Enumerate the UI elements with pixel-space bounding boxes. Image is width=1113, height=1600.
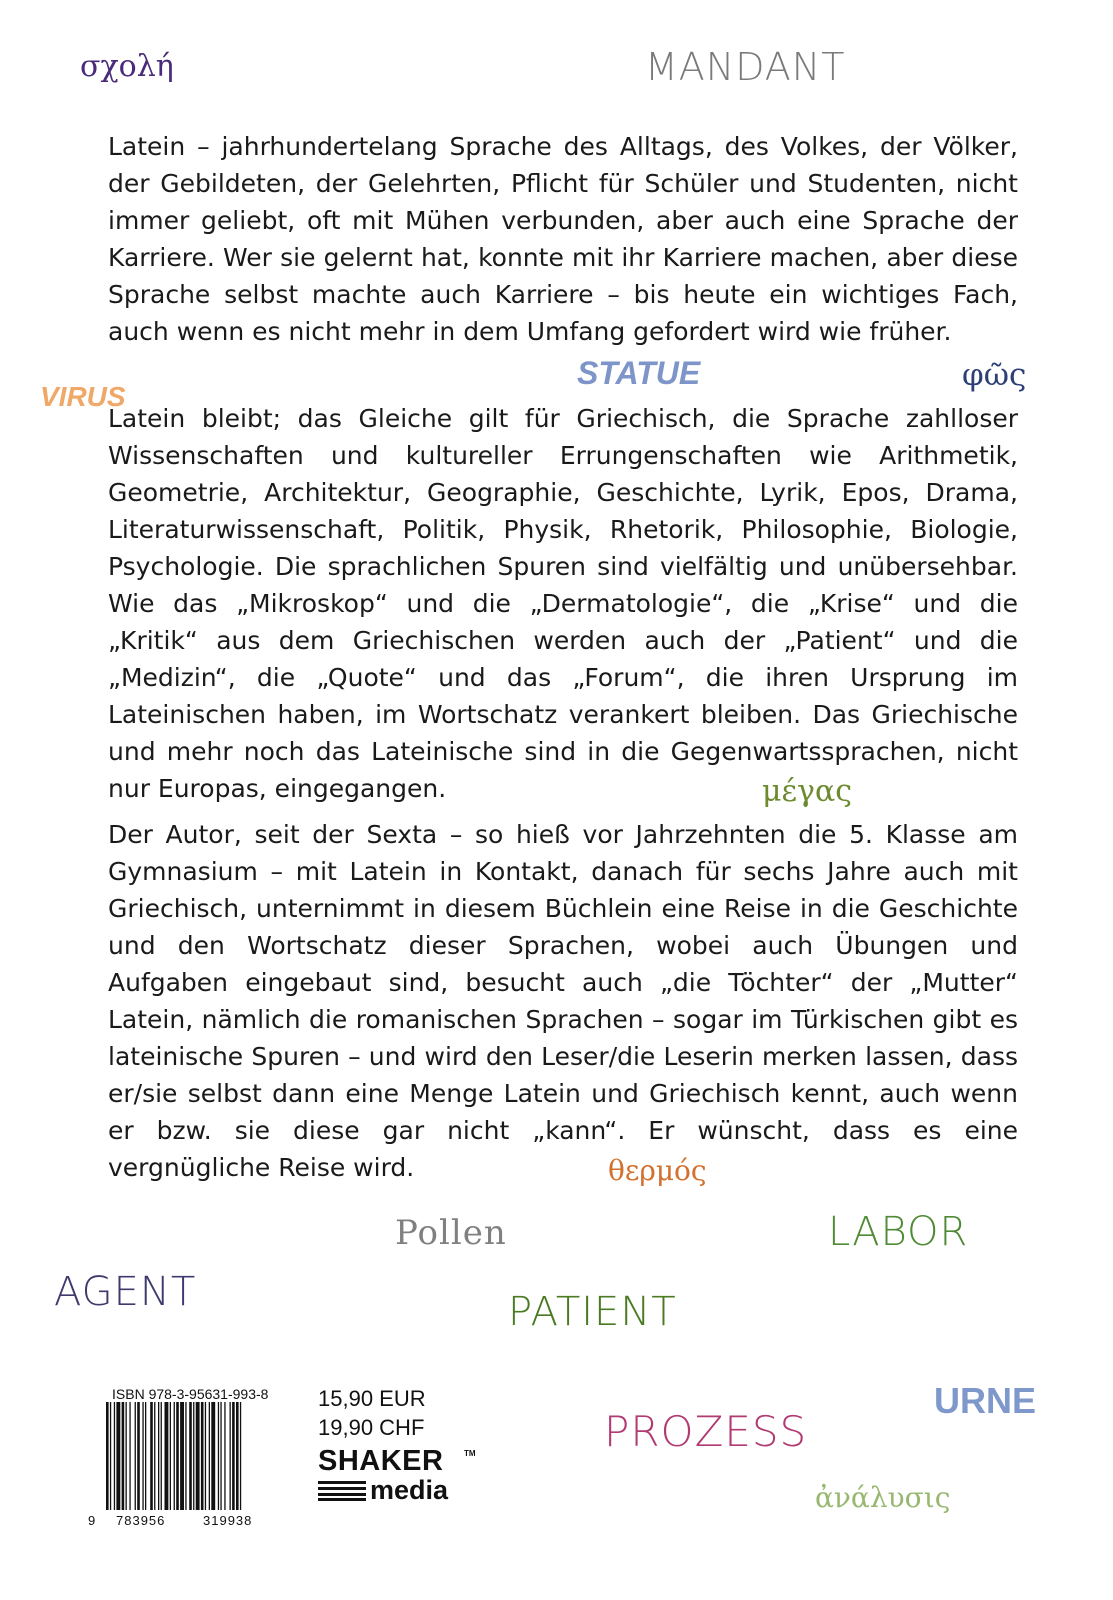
publisher-logo (318, 1447, 478, 1507)
word-schole: σχολή (80, 49, 174, 84)
word-agent: AGENT (54, 1269, 197, 1315)
word-megas: μέγας (762, 774, 853, 809)
barcode-digit-first: 9 (88, 1513, 96, 1528)
word-thermos: θερμός (608, 1154, 707, 1187)
publisher-logo-top: SHAKER (318, 1445, 444, 1477)
word-labor: LABOR (828, 1209, 969, 1255)
barcode (106, 1402, 282, 1510)
word-phos: φῶς (962, 357, 1027, 393)
word-statue: STATUE (577, 355, 701, 391)
price-chf: 19,90 CHF (318, 1415, 425, 1440)
word-virus: VIRUS (40, 381, 126, 412)
paragraph-3: Der Autor, seit der Sexta – so hieß vor Jahrzehnten die 5. Klasse am Gymnasium – mit Latein in Kontakt, danach für sechs Jahre auch mit Griechisch, unternimmt in diesem Büchlein eine Reise in die Geschichte und den Wortschatz dieser Sprachen, wobei auch Übungen und Aufgaben eingebaut sind, besucht auch „die Töchter“ der „Mutter“ Latein, nämlich die romanischen Sprachen – sogar im Türkischen gibt es lateinische Spuren – und wird den Leser/die Leserin merken lassen, dass er/sie selbst dann eine Menge Latein und Griechisch kennt, auch wenn er bzw. sie diese gar nicht „kann“. Er wünscht, dass es eine vergnügliche Reise wird. (108, 820, 1018, 1182)
paragraph-2: Latein bleibt; das Gleiche gilt für Griechisch, die Sprache zahlloser Wissenschaften und kultureller Errungenschaften wie Arithmetik, Geometrie, Architektur, Geographie, Geschichte, Lyrik, Epos, Drama, Literaturwissenschaft, Politik, Physik, Rhetorik, Philosophie, Biologie, Psychologie. Die sprachlichen Spuren sind vielfältig und unübersehbar. Wie das „Mikroskop“ und die „Dermatologie“, die „Krise“ und die „Kritik“ aus dem Griechischen werden auch der „Patient“ und die „Medizin“, die „Quote“ und das „Forum“, die ihren Ursprung im Lateinischen haben, im Wortschatz verankert bleiben. Das Griechische und mehr noch das Lateinische sind in die Gegenwartssprachen, nicht nur Europas, eingegangen. (108, 404, 1018, 803)
word-pollen: Pollen (395, 1213, 507, 1253)
publisher-logo-lines (318, 1481, 366, 1501)
word-mandant: MANDANT (645, 45, 846, 89)
word-analysis: ἀνάλυσις (815, 1481, 951, 1514)
price-eur: 15,90 EUR (318, 1386, 426, 1411)
word-prozess: PROZESS (604, 1407, 808, 1456)
paragraph-1: Latein – jahrhundertelang Sprache des Alltags, des Volkes, der Völker, der Gebildeten, der Gelehrten, Pflicht für Schüler und Studenten, nicht immer geliebt, oft mit Mühen verbunden, aber auch eine Sprache der Karriere. Wer sie gelernt hat, konnte mit ihr Karriere machen, aber diese Sprache selbst machte auch Karriere – bis heute ein wichtiges Fach, auch wenn es nicht mehr in dem Umfang gefordert wird wie früher. (108, 132, 1018, 346)
barcode-digits-left: 783956 (116, 1513, 166, 1528)
word-patient: PATIENT (508, 1289, 677, 1335)
isbn-label: ISBN 978-3-95631-993-8 (112, 1386, 269, 1402)
word-urne: URNE (934, 1380, 1037, 1421)
barcode-digits-right: 319938 (203, 1513, 253, 1528)
publisher-logo-tm: TM (464, 1449, 476, 1458)
publisher-logo-bottom: media (370, 1475, 449, 1505)
